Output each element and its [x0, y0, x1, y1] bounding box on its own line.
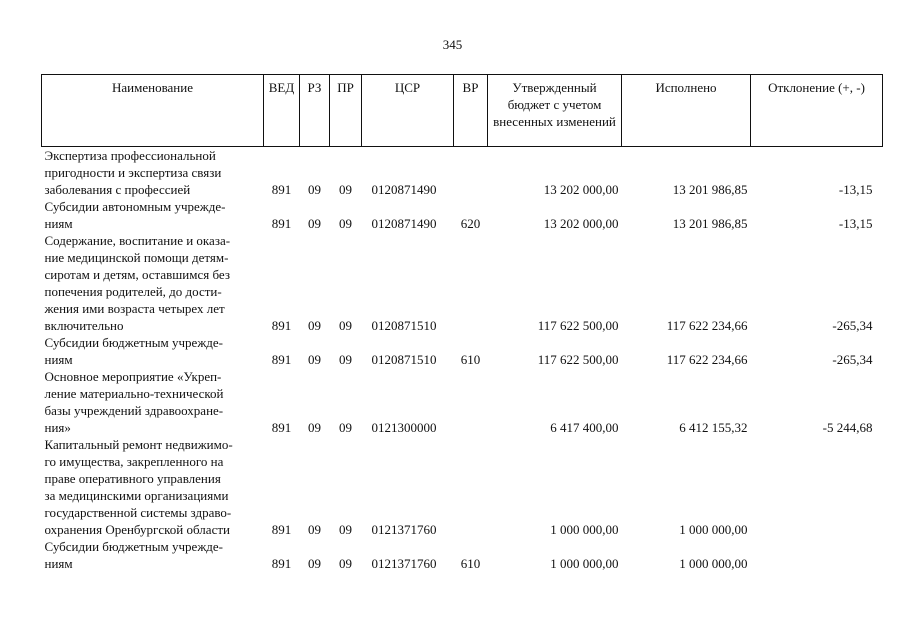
- row-ved: 891: [271, 352, 292, 367]
- row-csr: 0121300000: [371, 420, 437, 435]
- header-pr: ПР: [330, 75, 362, 147]
- row-pr: 09: [339, 318, 352, 333]
- header-deviation: Отклонение (+, -): [751, 75, 883, 147]
- header-executed: Исполнено: [622, 75, 751, 147]
- row-pr: 09: [339, 216, 352, 231]
- row-vr: 610: [460, 556, 481, 571]
- row-vr: [454, 368, 488, 436]
- row-vr: [454, 232, 488, 334]
- row-name: Субсидии автономным учрежде- ниям: [44, 199, 226, 231]
- row-executed: 1 000 000,00: [679, 556, 748, 571]
- row-executed: 117 622 234,66: [666, 352, 748, 367]
- row-approved-budget: 117 622 500,00: [537, 318, 619, 333]
- row-csr: 0120871510: [371, 318, 437, 333]
- row-deviation: -5 244,68: [822, 420, 873, 435]
- header-csr: ЦСР: [362, 75, 454, 147]
- row-name: Экспертиза профессиональной пригодности и экспертиза связи заболевания с профессией: [44, 148, 222, 197]
- row-rz: 09: [308, 522, 321, 537]
- table-header: [42, 75, 883, 147]
- row-ved: 891: [271, 182, 292, 197]
- row-rz: 09: [308, 420, 321, 435]
- row-csr: 0121371760: [371, 522, 437, 537]
- row-pr: 09: [339, 420, 352, 435]
- row-executed: 6 412 155,32: [679, 420, 748, 435]
- row-vr: [454, 147, 488, 199]
- row-approved-budget: 117 622 500,00: [537, 352, 619, 367]
- row-pr: 09: [339, 556, 352, 571]
- table-row: [42, 368, 883, 436]
- row-approved-budget: 13 202 000,00: [543, 182, 619, 197]
- row-executed: 117 622 234,66: [666, 318, 748, 333]
- row-rz: 09: [308, 556, 321, 571]
- row-approved-budget: 1 000 000,00: [550, 522, 619, 537]
- header-rz: РЗ: [300, 75, 330, 147]
- budget-table: [41, 74, 883, 572]
- row-rz: 09: [308, 216, 321, 231]
- row-vr: 610: [460, 352, 481, 367]
- row-approved-budget: 1 000 000,00: [550, 556, 619, 571]
- table-row: [42, 232, 883, 334]
- page-number: 345: [442, 37, 463, 52]
- header-vr: ВР: [454, 75, 488, 147]
- row-vr: 620: [460, 216, 481, 231]
- row-csr: 0120871510: [371, 352, 437, 367]
- row-rz: 09: [308, 182, 321, 197]
- row-executed: 13 201 986,85: [672, 182, 748, 197]
- row-rz: 09: [308, 352, 321, 367]
- row-csr: 0121371760: [371, 556, 437, 571]
- row-pr: 09: [339, 352, 352, 367]
- row-ved: 891: [271, 318, 292, 333]
- row-pr: 09: [339, 182, 352, 197]
- row-deviation: -265,34: [832, 318, 873, 333]
- row-executed: 1 000 000,00: [679, 522, 748, 537]
- row-name: Содержание, воспитание и оказа- ние медицинской помощи детям- сиротам и детям, оставшимся без попечения родителей, до дости- жения ими возраста четырех лет включительно: [44, 233, 231, 333]
- table-row: [42, 436, 883, 538]
- row-approved-budget: 6 417 400,00: [550, 420, 619, 435]
- row-ved: 891: [271, 556, 292, 571]
- row-csr: 0120871490: [371, 182, 437, 197]
- row-deviation: -265,34: [832, 352, 873, 367]
- row-deviation: [751, 436, 883, 538]
- table-row: [42, 334, 883, 368]
- row-name: Субсидии бюджетным учрежде- ниям: [44, 539, 224, 571]
- row-pr: 09: [339, 522, 352, 537]
- row-name: Капитальный ремонт недвижимо- го имущества, закрепленного на праве оперативного управления за медицинскими организациями государственной системы здраво- охранения Оренбургской области: [44, 437, 233, 537]
- row-ved: 891: [271, 420, 292, 435]
- row-name: Субсидии бюджетным учрежде- ниям: [44, 335, 224, 367]
- table-row: [42, 147, 883, 199]
- row-executed: 13 201 986,85: [672, 216, 748, 231]
- row-deviation: -13,15: [838, 216, 873, 231]
- row-csr: 0120871490: [371, 216, 437, 231]
- row-vr: [454, 436, 488, 538]
- table-row: [42, 198, 883, 232]
- header-name: Наименование: [42, 75, 264, 147]
- header-approved-budget: Утвержденный бюджет с учетом внесенных изменений: [488, 75, 622, 147]
- row-deviation: [751, 538, 883, 572]
- table-row: [42, 538, 883, 572]
- row-name: Основное мероприятие «Укреп- ление материально-технической базы учреждений здравоохране- ния»: [44, 369, 224, 435]
- table-body: [42, 147, 883, 573]
- row-ved: 891: [271, 522, 292, 537]
- row-deviation: -13,15: [838, 182, 873, 197]
- row-rz: 09: [308, 318, 321, 333]
- header-ved: ВЕД: [264, 75, 300, 147]
- row-approved-budget: 13 202 000,00: [543, 216, 619, 231]
- row-ved: 891: [271, 216, 292, 231]
